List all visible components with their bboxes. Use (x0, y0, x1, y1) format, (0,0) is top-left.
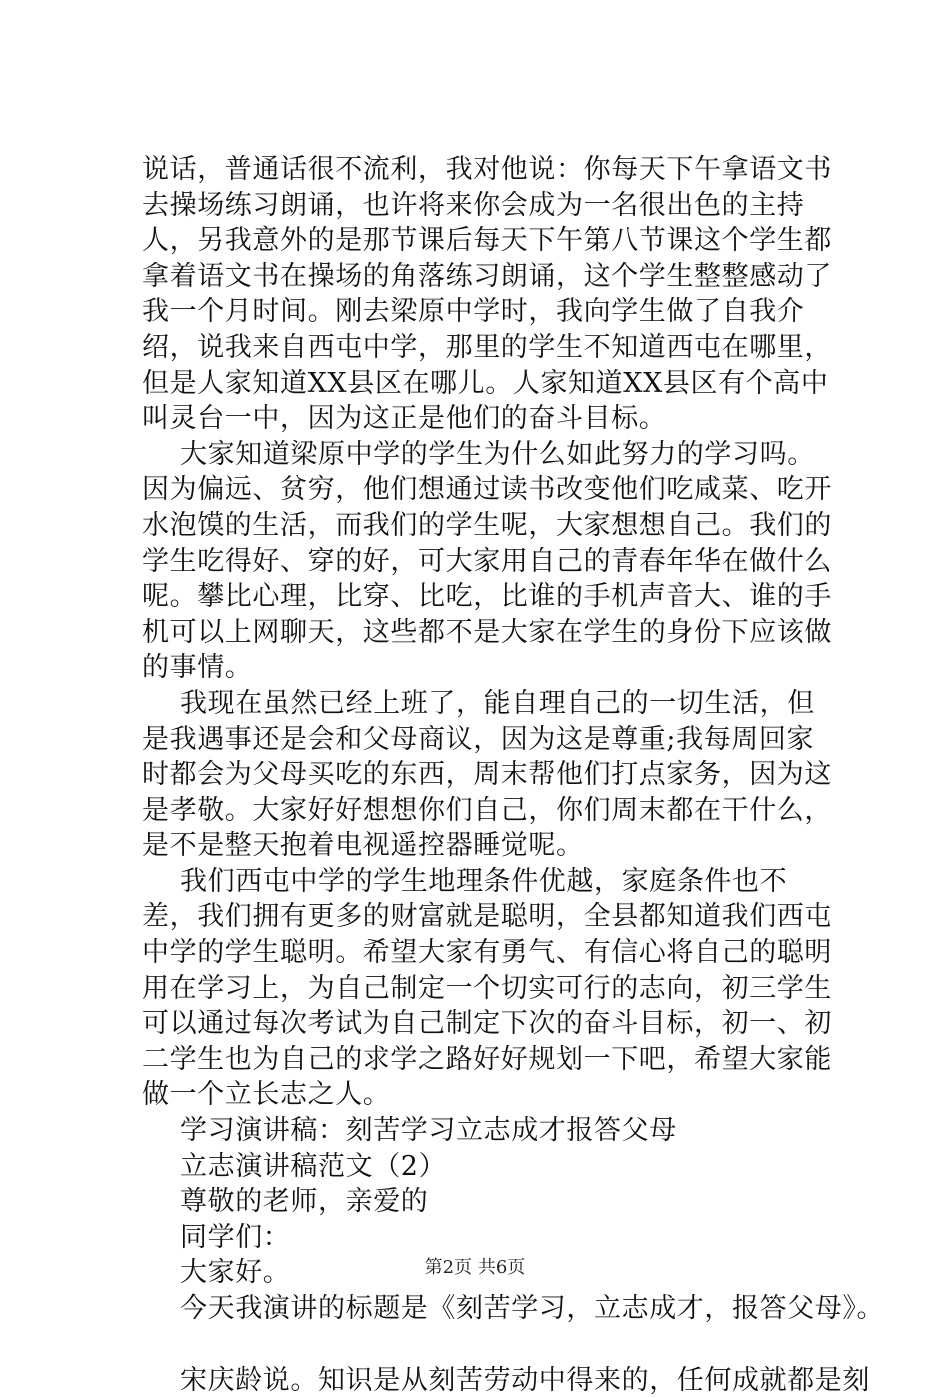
paragraph-4: 我们西屯中学的学生地理条件优越，家庭条件也不差，我们拥有更多的财富就是聪明，全县都知道我们西屯中学的学生聪明。希望大家有勇气、有信心将自己的聪明用在学习上，为自己制定一个切实可行的志向，初三学生可以通过每次考试为自己制定下次的奋斗目标，初一、初二学生也为自己的求学之路好好规划一下吧，希望大家能做一个立长志之人。 (142, 865, 832, 1111)
salutation-line-2: 同学们： (180, 1221, 291, 1253)
page-footer: 第2页 共6页 (424, 1257, 526, 1278)
quote-paragraph: 宋庆龄说。知识是从刻苦劳动中得来的，任何成就都是刻 (180, 1364, 870, 1396)
paragraph-3: 我现在虽然已经上班了，能自理自己的一切生活，但是我遇事还是会和父母商议，因为这是尊重;我每周回家时都会为父母买吃的东西，周末帮他们打点家务，因为这是孝敬。大家好好想想你们自己，你们周末都在干什么，是不是整天抱着电视遥控器睡觉呢。 (142, 687, 832, 862)
greeting-line: 大家好。 (180, 1257, 291, 1289)
blank-line (142, 1327, 832, 1363)
paragraph-1: 说话，普通话很不流利，我对他说：你每天下午拿语文书去操场练习朗诵，也许将来你会成为一名很出色的主持人，另我意外的是那节课后每天下午第八节课这个学生都拿着语文书在操场的角落练习朗诵，这个学生整整感动了我一个月时间。刚去梁原中学时，我向学生做了自我介绍，说我来自西屯中学，那里的学生不知道西屯在哪里，但是人家知道XX县区在哪儿。人家知道XX县区有个高中叫灵台一中，因为这正是他们的奋斗目标。 (142, 154, 832, 435)
speech-heading: 学习演讲稿：刻苦学习立志成才报答父母 (180, 1115, 677, 1147)
document-body (142, 152, 885, 1398)
speech-subtitle: 立志演讲稿范文（2） (180, 1150, 447, 1182)
paragraph-2: 大家知道梁原中学的学生为什么如此努力的学习吗。因为偏远、贫穷，他们想通过读书改变他们吃咸菜、吃开水泡馍的生活，而我们的学生呢，大家想想自己。我们的学生吃得好、穿的好，可大家用自己的青春年华在做什么呢。攀比心理，比穿、比吃，比谁的手机声音大、谁的手机可以上网聊天，这些都不是大家在学生的身份下应该做的事情。 (142, 438, 832, 684)
topic-line: 今天我演讲的标题是《刻苦学习，立志成才，报答父母》。 (180, 1293, 885, 1324)
salutation-line-1: 尊敬的老师，亲爱的 (180, 1186, 429, 1218)
